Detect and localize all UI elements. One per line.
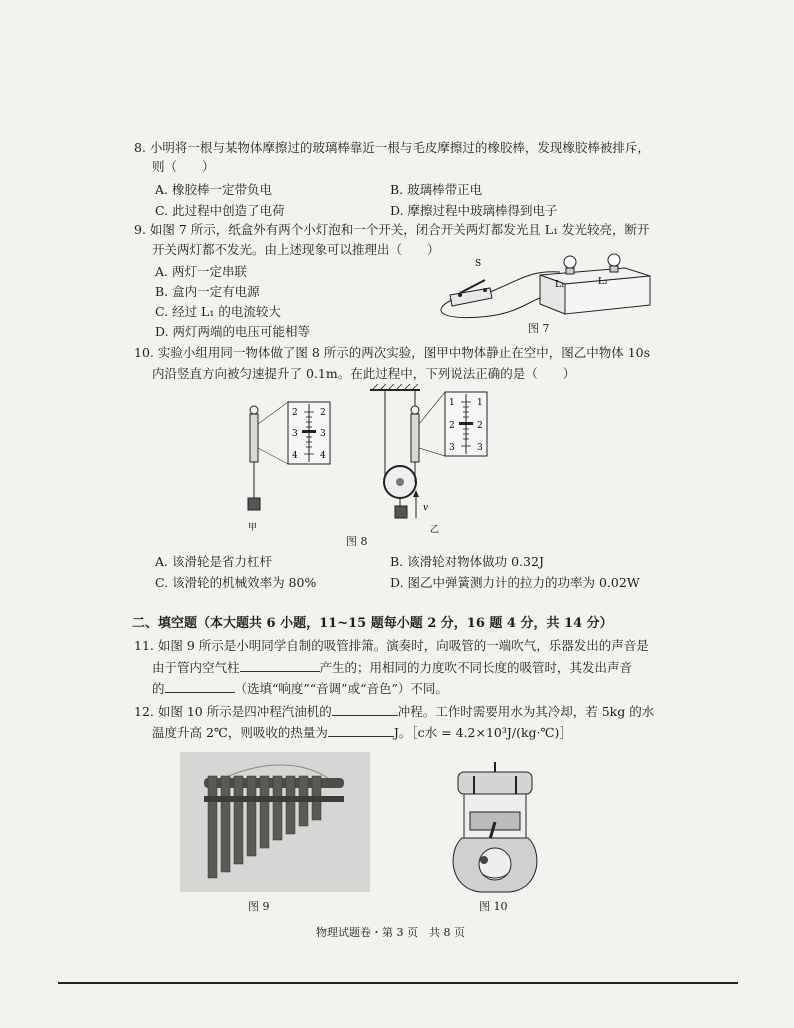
q11-line2-start: 由于管内空气柱 [152, 660, 240, 675]
yi-scale-tick-label-2-right: 2 [477, 421, 483, 431]
q11-line3 [152, 680, 448, 697]
figure-8-yi-label: 乙 [430, 525, 440, 534]
q8-option-b: B. 玻璃棒带正电 [390, 182, 483, 197]
bottom-rule [58, 982, 738, 984]
q8-stem-line1: 8. 小明将一根与某物体摩擦过的玻璃棒靠近一根与毛皮摩擦过的橡胶棒，发现橡胶棒被排斥， [134, 140, 650, 155]
figure-10-engine-diagram [440, 760, 550, 896]
q11-blank-2[interactable] [165, 680, 235, 693]
q8-option-a: A. 橡胶棒一定带负电 [155, 182, 272, 197]
q11-line2-end: 产生的；用相同的力度吹不同长度的吸管时，其发出声音 [319, 660, 633, 675]
page-footer: 物理试题卷・第 3 页 共 8 页 [316, 926, 465, 939]
q9-option-b: B. 盒内一定有电源 [155, 284, 260, 299]
q12-line1 [134, 703, 654, 720]
jia-scale-tick-label-1: 2 [292, 408, 298, 418]
q8-option-c: C. 此过程中创造了电荷 [155, 203, 285, 218]
q12-line2 [152, 724, 572, 741]
q11-line3-start: 的 [152, 681, 165, 696]
q11-line2 [152, 659, 632, 676]
q10-option-c: C. 该滑轮的机械效率为 80% [155, 575, 317, 590]
velocity-label: v [423, 503, 429, 513]
q12-line1-start: 12. 如图 10 所示是四冲程汽油机的 [134, 704, 332, 719]
figure-8-pulley-experiments [240, 384, 500, 534]
figure-8-jia-label: 甲 [248, 523, 258, 533]
q11-line1: 11. 如图 9 所示是小明同学自制的吸管排箫。演奏时，向吸管的一端吹气，乐器发出的声音是 [134, 638, 649, 653]
jia-scale-tick-label-1-right: 2 [320, 408, 326, 418]
figure-9-panpipe-photo [180, 752, 370, 892]
figure-10-caption: 图 10 [479, 900, 508, 913]
figure-7-circuit [430, 250, 660, 320]
q10-stem-line2: 内沿竖直方向被匀速提升了 0.1m。在此过程中，下列说法正确的是（ ） [152, 366, 576, 381]
jia-scale-tick-label-2: 3 [292, 429, 298, 439]
q9-option-c: C. 经过 L₁ 的电流较大 [155, 304, 281, 319]
q10-option-b: B. 该滑轮对物体做功 0.32J [390, 554, 544, 569]
q8-stem-line2: 则（ ） [152, 159, 215, 174]
panpipe-drawing [180, 752, 370, 892]
jia-scale-tick-label-3-right: 4 [320, 451, 326, 461]
q9-stem-line2: 开关两灯都不发光。由上述现象可以推理出（ ） [152, 242, 440, 257]
figure-9-caption: 图 9 [248, 900, 270, 913]
q8-option-d: D. 摩擦过程中玻璃棒得到电子 [390, 203, 558, 218]
q9-option-d: D. 两灯两端的电压可能相等 [155, 324, 311, 339]
jia-scale-tick-label-3: 4 [292, 451, 298, 461]
q12-line2-end: J。［c水 = 4.2×10³J/(kg·℃)］ [393, 725, 572, 740]
q9-stem-line1: 9. 如图 7 所示，纸盒外有两个小灯泡和一个开关，闭合开关两灯都发光且 L₁ 发光较亮，断开 [134, 222, 650, 237]
q12-blank-2[interactable] [328, 724, 394, 737]
jia-scale-tick-label-2-right: 3 [320, 429, 326, 439]
q11-blank-1[interactable] [240, 659, 320, 672]
figure-7-l2-label: L₂ [598, 277, 608, 287]
q12-line2-start: 温度升高 2℃，则吸收的热量为 [152, 725, 328, 740]
yi-scale-tick-label-3-right: 3 [477, 443, 483, 453]
q10-option-a: A. 该滑轮是省力杠杆 [155, 554, 272, 569]
q10-option-d: D. 图乙中弹簧测力计的拉力的功率为 0.02W [390, 575, 640, 590]
q10-stem-line1: 10. 实验小组用同一物体做了图 8 所示的两次实验，图甲中物体静止在空中，图乙中物体 10s [134, 345, 651, 360]
q12-line1-end: 冲程。工作时需要用水为其冷却，若 5kg 的水 [397, 704, 655, 719]
q11-line3-end: （选填“响度”“音调”或“音色”）不同。 [234, 681, 448, 696]
figure-8-caption: 图 8 [346, 535, 368, 548]
figure-7-l1-label: L₁ [555, 280, 565, 290]
section-heading: 二、填空题（本大题共 6 小题，11~15 题每小题 2 分，16 题 4 分，共 14 分） [132, 616, 613, 631]
yi-scale-tick-label-1-right: 1 [477, 398, 483, 408]
q9-option-a: A. 两灯一定串联 [155, 264, 247, 279]
figure-7-caption: 图 7 [528, 322, 550, 335]
yi-scale-tick-label-1: 1 [449, 398, 455, 408]
yi-scale-tick-label-3: 3 [449, 443, 455, 453]
q12-blank-1[interactable] [332, 703, 398, 716]
yi-scale-tick-label-2: 2 [449, 421, 455, 431]
figure-7-switch-label: S [475, 259, 482, 269]
